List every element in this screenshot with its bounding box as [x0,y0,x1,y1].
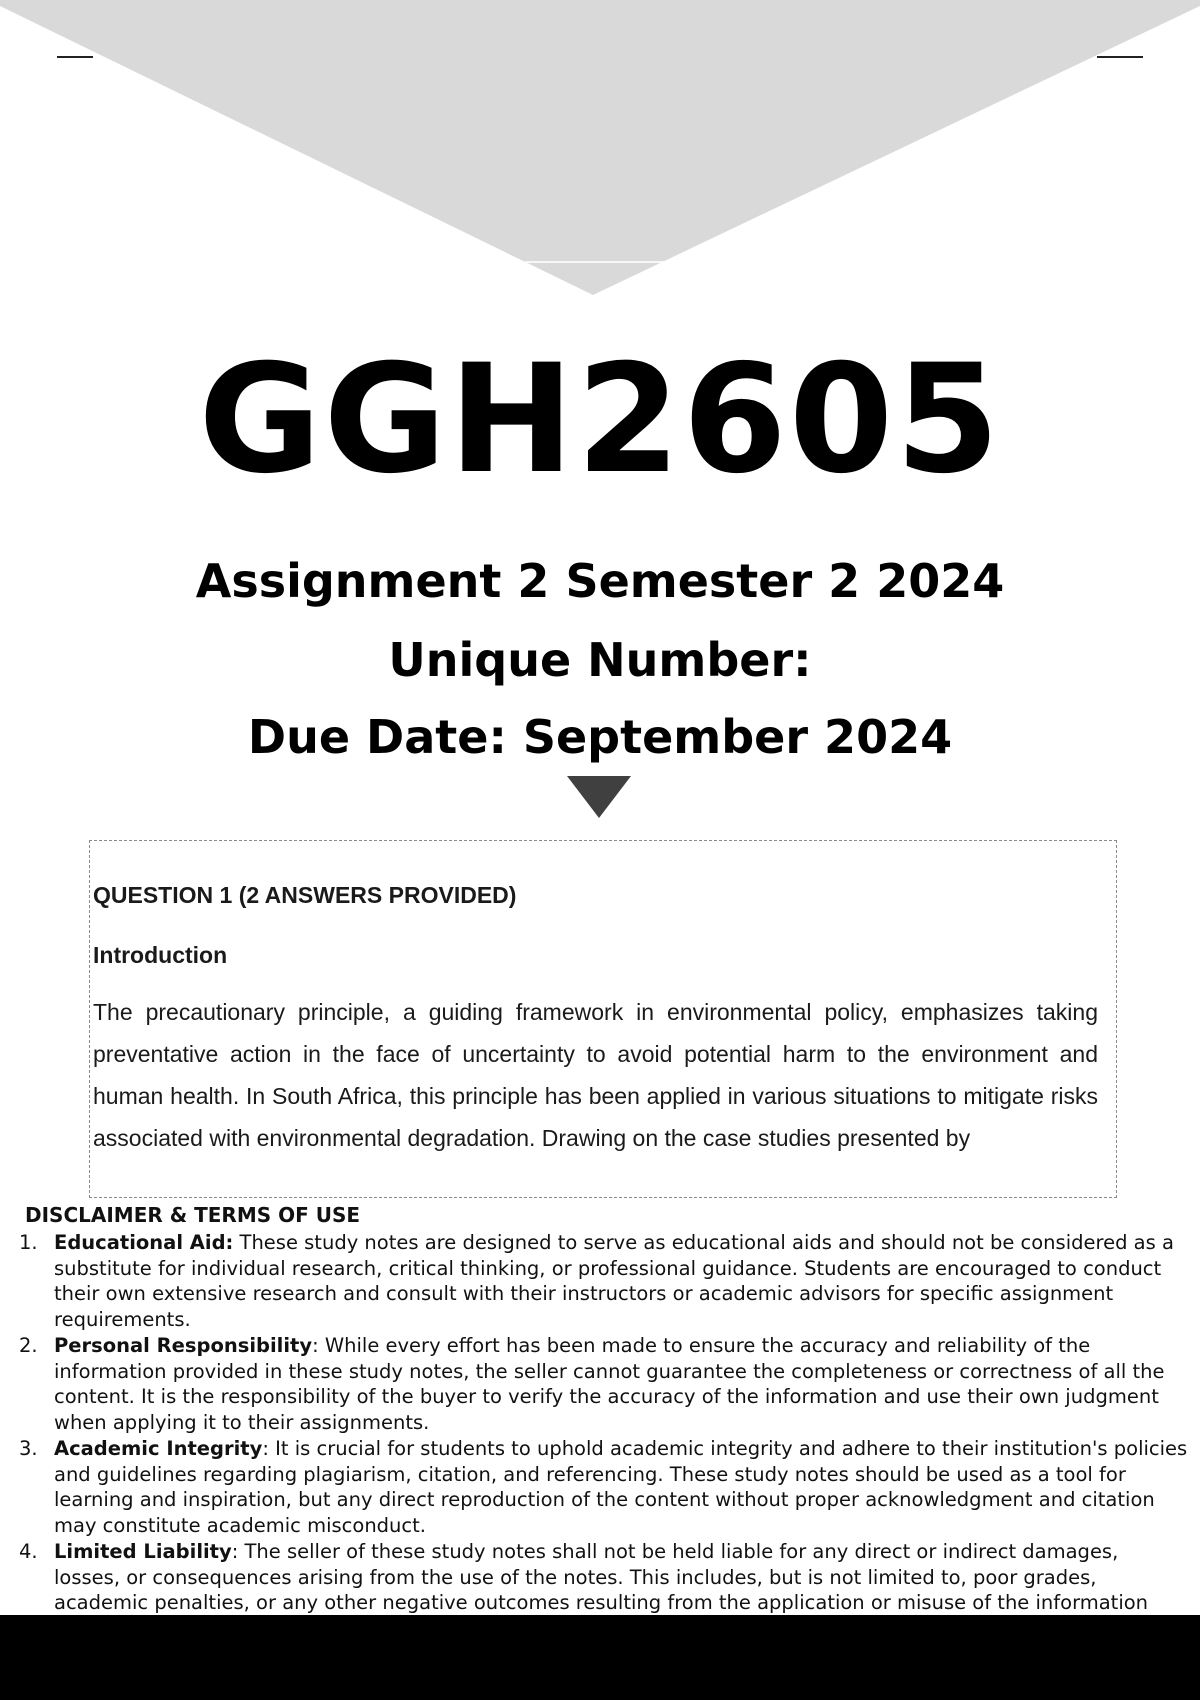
answer-preview-box [89,840,1117,1198]
term-label: Educational Aid: [54,1231,234,1254]
disclaimer-title: DISCLAIMER & TERMS OF USE [25,1203,361,1227]
term-item-educational-aid [0,1230,1200,1332]
term-label: Limited Liability [54,1540,232,1563]
disclaimer-section [0,1203,1200,1617]
term-number: 2. [19,1334,38,1357]
term-number: 3. [19,1437,38,1460]
term-label: Academic Integrity [54,1437,263,1460]
term-text: : While every effort has been made to ensure the accuracy and reliability of the information provided in these study notes, the seller cannot guarantee the completeness or correctness of all the content. It is the responsibility of the buyer to verify the accuracy of the information and use their own judgment when applying it to their assignments. [54,1334,1165,1434]
term-text: : The seller of these study notes shall not be held liable for any direct or indirect damages, losses, or consequences arising from the use of the notes. This includes, but is not limited to, poor grades, academic penalties, or any other negative outcomes resulting from the application or misuse of the information [54,1540,1149,1614]
term-number: 1. [19,1231,38,1254]
question-heading: QUESTION 1 (2 ANSWERS PROVIDED) [93,882,517,908]
preview-content [93,881,1098,1159]
introduction-heading: Introduction [93,942,228,968]
assignment-line: Assignment 2 Semester 2 2024 [195,554,1005,608]
due-date-line: Due Date: September 2024 [247,710,953,764]
term-text: : It is crucial for students to uphold academic integrity and adhere to their institution's policies and guidelines regarding plagiarism, citation, and referencing. These study notes should be used as a tool for learning and inspiration, but any direct reproduction of the content without proper acknowledgment and citation may constitute academic misconduct. [54,1437,1188,1537]
term-item-limited-liability [0,1539,1200,1616]
term-item-academic-integrity [0,1436,1200,1538]
unique-number-line: Unique Number: [388,633,812,687]
terms-list [0,1230,1200,1616]
cover-banner [0,0,1200,300]
term-label: Personal Responsibility [54,1334,313,1357]
introduction-paragraph: The precautionary principle, a guiding framework in environmental policy, emphasizes taking preventative action in the face of uncertainty to avoid potential harm to the environment and human health. In South Africa, this principle has been applied in various situations to mitigate risks associated with environmental degradation. Drawing on the case studies presented by [93,999,1098,1151]
banner-chevron-shape [0,0,1200,295]
preview-fade-overlay [90,1157,1116,1197]
course-code-title: GGH2605 [198,333,1002,507]
down-arrow-icon [567,776,631,818]
term-text: These study notes are designed to serve as educational aids and should not be considered as a substitute for individual research, critical thinking, or professional guidance. Students are encouraged to conduct their own extensive research and consult with their instructors or academic advisors for specific assignment requirements. [54,1231,1174,1331]
term-number: 4. [19,1540,38,1563]
term-item-personal-responsibility [0,1333,1200,1435]
bottom-black-bar [0,1615,1200,1700]
